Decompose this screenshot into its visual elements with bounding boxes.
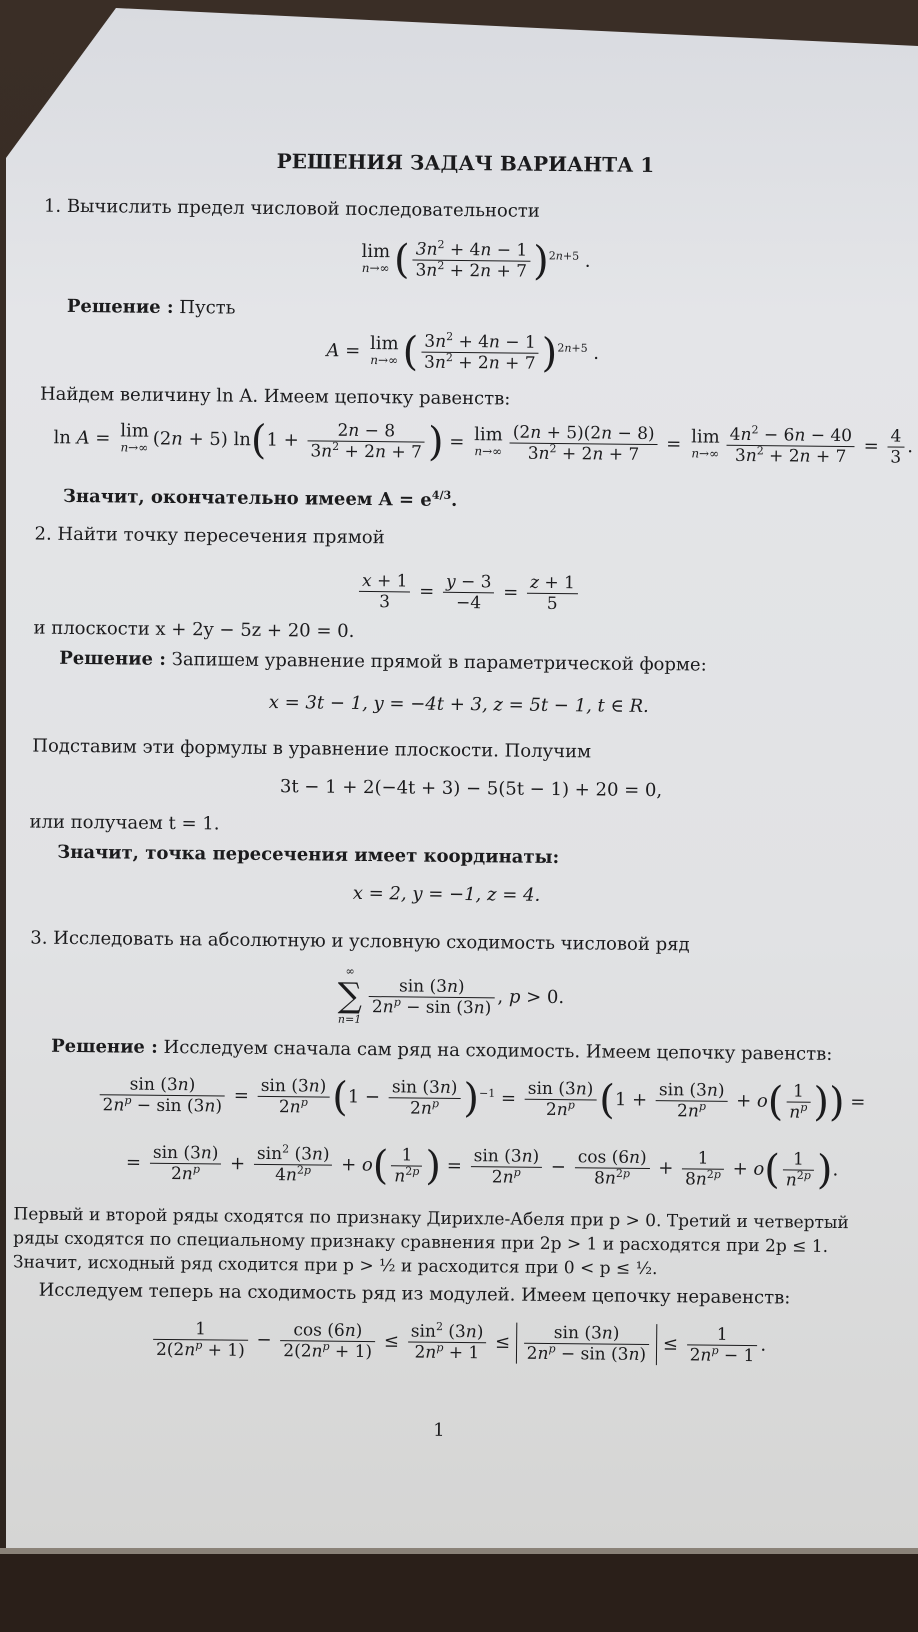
formula-2-coords: x = 2, y = −1, z = 4. (352, 882, 541, 906)
task-2-result: Значит, точка пересечения имеет координаты: (57, 841, 560, 869)
task-2-statement: 2. Найти точку пересечения прямой (34, 523, 385, 549)
task-2-t-value: или получаем t = 1. (29, 811, 220, 835)
task-3-text-line-2: ряды сходятся по специальному признаку сравнения при 2p > 1 и расходятся при 2p ≤ 1. (13, 1228, 829, 1257)
task-2-plane: и плоскости x + 2y − 5z + 20 = 0. (33, 617, 355, 642)
task-1-solution-intro: Решение : Пусть (66, 295, 236, 319)
formula-1-define-A: A = lim n→∞ ( $\frac{3n^2 + 4n - 1}{3n^2 + 2n + 7}$ )$^{2n+5}$ . (326, 328, 600, 377)
formula-2-line: $\frac{x + 1}{3}$ = $\frac{y - 3}{-4}$ = $\frac{z + 1}{5}$ (356, 571, 581, 614)
formula-3-series: ∞ ∑ n=1 $\frac{\sin (3n)}{2n^p - \sin (3n)}$ , p > 0. (337, 964, 565, 1026)
formula-3-chain-1: $\frac{\sin (3n)}{2n^p - \sin (3n)}$ = $\frac{\sin (3n)}{2n^p}$ (1 − $\frac{\sin (3n)}{2n^p}$ )$^{-1}$ = $\frac{\sin (3n)}{2n^p}$ (1 + $\frac{\sin (3n)}{2n^p}$ + o( $\frac{1}{n^p}$ )) = (96, 1074, 865, 1123)
task-2-solution-intro: Решение : Запишем уравнение прямой в параметрической форме: (59, 647, 707, 676)
task-1-find-lnA: Найдем величину ln A. Имеем цепочку равенств: (39, 383, 511, 410)
page-title: РЕШЕНИЯ ЗАДАЧ ВАРИАНТА 1 (276, 149, 655, 178)
formula-2-equation: 3t − 1 + 2(−4t + 3) − 5(5t − 1) + 20 = 0, (279, 776, 663, 802)
formula-2-param: x = 3t − 1, y = −4t + 3, z = 5t − 1, t ∈ R. (268, 691, 649, 717)
task-2-substitute: Подставим эти формулы в уравнение плоскости. Получим (32, 735, 592, 763)
page-number: 1 (433, 1419, 445, 1441)
formula-1-limit: lim n→∞ ( $\frac{3n^2 + 4n - 1}{3n^2 + 2n + 7}$ )$^{2n+5}$ . (361, 236, 591, 285)
task-3-text-line-3: Значит, исходный ряд сходится при p > ½ и расходится при 0 < p ≤ ½. (12, 1252, 658, 1280)
formula-3-inequality: $\frac{1}{2(2n^p + 1)}$ − $\frac{\cos (6n)}{2(2n^p + 1)}$ ≤ $\frac{\sin^2 (3n)}{2n^p + 1}$ ≤ $\frac{\sin (3n)}{2n^p - \sin (3n)}$ ≤ $\frac{1}{2n^p - 1}$ . (150, 1319, 767, 1366)
task-3-statement: 3. Исследовать на абсолютную и условную сходимость числовой ряд (30, 927, 690, 956)
task-3-text-line-4: Исследуем теперь на сходимость ряд из модулей. Имеем цепочку неравенств: (38, 1279, 791, 1309)
formula-3-chain-2: = $\frac{\sin (3n)}{2n^p}$ + $\frac{\sin^2 (3n)}{4n^{2p}}$ + o( $\frac{1}{n^{2p}}$ ) = $\frac{\sin (3n)}{2n^p}$ − $\frac{\cos (6n)}{8n^{2p}}$ + $\frac{1}{8n^{2p}}$ + o( $\frac{1}{n^{2p}}$ ). (125, 1142, 839, 1194)
task-1-statement: 1. Вычислить предел числовой последовательности (43, 195, 540, 222)
task-1-result: Значит, окончательно имеем $A = e^{4/3}$. (62, 485, 458, 511)
formula-1-chain: ln A = lim n→∞ (2n + 5) ln(1 + $\frac{2n - 8}{3n^2 + 2n + 7}$ ) = lim n→∞ $\frac{(2n + 5)(2n - 8)}{3n^2 + 2n + 7}$ = lim n→∞ $\frac{4n^2 - 6n - 40}{3n^2 + 2n + 7}$ = $\frac{4}{3}$ . (53, 417, 914, 468)
task-3-text-line-1: Первый и второй ряды сходятся по признаку Дирихле-Абеля при p > 0. Третий и четвертый (13, 1204, 849, 1234)
table-surface (0, 1548, 918, 1632)
task-3-solution-intro: Решение : Исследуем сначала сам ряд на сходимость. Имеем цепочку равенств: (51, 1035, 833, 1065)
